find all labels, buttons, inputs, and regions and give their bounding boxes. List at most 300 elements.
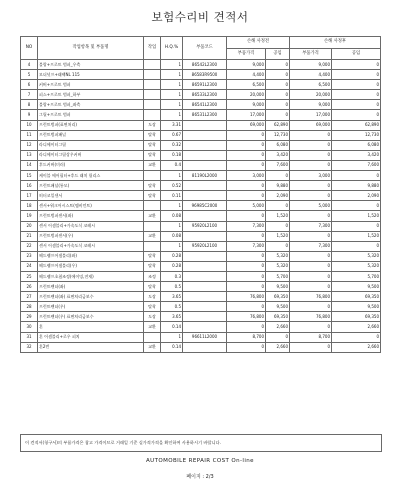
cell-no: 9 xyxy=(21,110,38,120)
cell-bl: 1,520 xyxy=(266,211,290,221)
cell-work xyxy=(144,60,161,70)
cell-no: 20 xyxy=(21,221,38,231)
table-row xyxy=(21,251,381,261)
cell-ap: 5,000 xyxy=(290,201,332,211)
cell-bp: 0 xyxy=(227,261,266,271)
table-row xyxy=(21,302,381,312)
table-row xyxy=(21,282,381,292)
cell-item: 블랑+프로트 범퍼_우측 xyxy=(38,60,144,70)
cell-bl: 2,660 xyxy=(266,322,290,332)
cell-bp: 9,000 xyxy=(227,100,266,110)
cell-item: 블랑+프로트 범퍼_좌측 xyxy=(38,100,144,110)
cell-hq: 0.32 xyxy=(161,140,183,150)
cell-al: 1,520 xyxy=(332,211,381,221)
cell-bl: 62,890 xyxy=(266,120,290,130)
cell-item: 라디에이터그릴상우커버 xyxy=(38,150,144,160)
cell-al: 0 xyxy=(332,332,381,342)
table-row xyxy=(21,171,381,181)
cell-bl: 0 xyxy=(266,90,290,100)
cell-work xyxy=(144,110,161,120)
header-code: 부품코드 xyxy=(183,37,227,60)
cell-work xyxy=(144,241,161,251)
cell-ap: 7,300 xyxy=(290,221,332,231)
cell-ap: 7,300 xyxy=(290,241,332,251)
cell-bl: 0 xyxy=(266,80,290,90)
header-no: NO xyxy=(21,37,38,60)
cell-item: 히터코일센서 xyxy=(38,191,144,201)
cell-item: 센서 어셈블리+가속도식 코레시 xyxy=(38,221,144,231)
cell-no: 32 xyxy=(21,342,38,352)
cell-item: 프런트펜더(좌) xyxy=(38,282,144,292)
cell-bp: 76,800 xyxy=(227,292,266,302)
cell-al: 69,350 xyxy=(332,312,381,322)
cell-code xyxy=(183,282,227,292)
cell-bl: 7,600 xyxy=(266,160,290,170)
cell-no: 11 xyxy=(21,130,38,140)
cell-no: 7 xyxy=(21,90,38,100)
cell-al: 12,730 xyxy=(332,130,381,140)
cell-bl: 12,730 xyxy=(266,130,290,140)
cell-bp: 0 xyxy=(227,211,266,221)
cell-ap: 0 xyxy=(290,211,332,221)
footer-title: AUTOMOBILE REPAIR COST On-line xyxy=(146,458,254,464)
cell-bl: 2,090 xyxy=(266,191,290,201)
table-row xyxy=(21,261,381,271)
cell-no: 5 xyxy=(21,70,38,80)
cell-no: 12 xyxy=(21,140,38,150)
cell-item: 그릴+프로트 범퍼 xyxy=(38,110,144,120)
cell-work: 탈착 xyxy=(144,150,161,160)
cell-work: 교환 xyxy=(144,160,161,170)
cell-code xyxy=(183,130,227,140)
cell-hq: 1 xyxy=(161,221,183,231)
cell-work: 교환 xyxy=(144,231,161,241)
cell-item: 헤드램프초첨조정(에이밍,전재) xyxy=(38,271,144,281)
cell-al: 2,090 xyxy=(332,191,381,201)
table-row xyxy=(21,110,381,120)
table-row xyxy=(21,231,381,241)
cell-item: 프런트범퍼센서(좌) xyxy=(38,211,144,221)
cell-bl: 5,320 xyxy=(266,251,290,261)
cell-code xyxy=(183,342,227,352)
cell-code: 86541L2300 xyxy=(183,100,227,110)
table-row xyxy=(21,90,381,100)
cell-bl: 0 xyxy=(266,100,290,110)
cell-item: 피스+프로트 범퍼_하부 xyxy=(38,90,144,100)
cell-code: 86583R9500 xyxy=(183,70,227,80)
cell-al: 9,500 xyxy=(332,302,381,312)
header-after-assessment: 손해 사정후 xyxy=(290,37,381,49)
cell-al: 0 xyxy=(332,70,381,80)
cell-code xyxy=(183,302,227,312)
cell-hq: 3.65 xyxy=(161,292,183,302)
price-disclaimer: 이 견적서(청구서)의 부품가격은 참고 가격이므로 거래일 기준 실가격가격을 확인하여 사용하시기 바랍니다. xyxy=(20,434,382,452)
cell-ap: 69,000 xyxy=(290,120,332,130)
cell-bl: 6,080 xyxy=(266,140,290,150)
cell-bp: 7,300 xyxy=(227,221,266,231)
cell-code xyxy=(183,150,227,160)
cell-ap: 9,000 xyxy=(290,60,332,70)
cell-code: 81190L2000 xyxy=(183,171,227,181)
cell-bl: 0 xyxy=(266,60,290,70)
cell-al: 62,890 xyxy=(332,120,381,130)
cell-hq: 1 xyxy=(161,80,183,90)
cell-item: 프런트범퍼센서(우) xyxy=(38,231,144,241)
table-row xyxy=(21,60,381,70)
cell-work xyxy=(144,100,161,110)
cell-al: 0 xyxy=(332,90,381,100)
cell-item: 혼2번 xyxy=(38,342,144,352)
cell-bl: 0 xyxy=(266,171,290,181)
cell-ap: 0 xyxy=(290,140,332,150)
cell-bl: 0 xyxy=(266,201,290,211)
cell-item: 프런트펜더(우) 표면처리금보수 xyxy=(38,312,144,322)
cell-bl: 1,520 xyxy=(266,231,290,241)
cell-no: 25 xyxy=(21,271,38,281)
cell-hq: 1 xyxy=(161,90,183,100)
table-row xyxy=(21,342,381,352)
cell-work: 탈착 xyxy=(144,130,161,140)
header-hq: H.Q.% xyxy=(161,37,183,60)
cell-hq: 1 xyxy=(161,60,183,70)
cell-bp: 0 xyxy=(227,231,266,241)
cell-work: 도장 xyxy=(144,312,161,322)
cell-bp: 8,700 xyxy=(227,332,266,342)
table-row xyxy=(21,322,381,332)
header-item: 작업항목 및 부품명 xyxy=(38,37,144,60)
cell-code: 95920L2100 xyxy=(183,221,227,231)
cell-no: 23 xyxy=(21,251,38,261)
cell-no: 26 xyxy=(21,282,38,292)
cell-code xyxy=(183,292,227,302)
cell-code: 86542L2300 xyxy=(183,60,227,70)
cell-item: 혼 어셈블리+로우 피치 xyxy=(38,332,144,342)
table-row xyxy=(21,160,381,170)
cell-bp: 0 xyxy=(227,271,266,281)
table-row xyxy=(21,150,381,160)
cell-ap: 0 xyxy=(290,160,332,170)
header-after-parts-price: 부품가격 xyxy=(290,48,332,60)
cell-code: 86531L2300 xyxy=(183,110,227,120)
table-row xyxy=(21,271,381,281)
cell-code xyxy=(183,261,227,271)
table-row xyxy=(21,80,381,90)
cell-ap: 0 xyxy=(290,191,332,201)
cell-work: 탈착 xyxy=(144,282,161,292)
table-row xyxy=(21,221,381,231)
cell-hq: 0.28 xyxy=(161,251,183,261)
cell-al: 6,080 xyxy=(332,140,381,150)
cell-ap: 3,000 xyxy=(290,171,332,181)
cell-hq: 1 xyxy=(161,110,183,120)
table-row xyxy=(21,332,381,342)
table-row xyxy=(21,100,381,110)
page-number: 페이지 : 2/3 xyxy=(186,474,214,480)
cell-item: 헤드램프어셈블리(우) xyxy=(38,261,144,271)
cell-al: 0 xyxy=(332,221,381,231)
cell-work: 도장 xyxy=(144,120,161,130)
cell-al: 0 xyxy=(332,110,381,120)
cell-code: 86591L2300 xyxy=(183,80,227,90)
cell-al: 0 xyxy=(332,201,381,211)
cell-hq: 3.65 xyxy=(161,312,183,322)
cell-no: 4 xyxy=(21,60,38,70)
cell-bl: 5,700 xyxy=(266,271,290,281)
cell-item: 프런트펜더(좌) 표면처리금보수 xyxy=(38,292,144,302)
cell-bl: 9,500 xyxy=(266,302,290,312)
cell-hq: 0.28 xyxy=(161,261,183,271)
cell-item: 라디에이터그릴 xyxy=(38,140,144,150)
header-before-parts-price: 부품가격 xyxy=(227,48,266,60)
cell-al: 3,420 xyxy=(332,150,381,160)
cell-work xyxy=(144,171,161,181)
cell-ap: 0 xyxy=(290,130,332,140)
table-row xyxy=(21,120,381,130)
cell-item: 프런트패널(통모) xyxy=(38,181,144,191)
cell-no: 18 xyxy=(21,201,38,211)
cell-ap: 0 xyxy=(290,271,332,281)
cell-bp: 6,500 xyxy=(227,80,266,90)
cell-hq: 0.52 xyxy=(161,181,183,191)
cell-item: 헤드램프어셈블리(좌) xyxy=(38,251,144,261)
cell-item: 후드커버(미러) xyxy=(38,160,144,170)
cell-bp: 0 xyxy=(227,251,266,261)
cell-item: 프런트범퍼패널 xyxy=(38,130,144,140)
cell-ap: 0 xyxy=(290,150,332,160)
cell-work: 탈착 xyxy=(144,191,161,201)
cell-no: 27 xyxy=(21,292,38,302)
cell-al: 0 xyxy=(332,80,381,90)
cell-bp: 7,300 xyxy=(227,241,266,251)
table-row xyxy=(21,201,381,211)
cell-bp: 0 xyxy=(227,140,266,150)
header-work: 작업 xyxy=(144,37,161,60)
cell-item: 프런트펜더(우) xyxy=(38,302,144,312)
cell-hq: 0.4 xyxy=(161,160,183,170)
cell-al: 5,320 xyxy=(332,261,381,271)
table-row xyxy=(21,130,381,140)
cell-bp: 76,800 xyxy=(227,312,266,322)
cell-bp: 0 xyxy=(227,302,266,312)
cell-no: 19 xyxy=(21,211,38,221)
cell-bl: 0 xyxy=(266,241,290,251)
cell-ap: 4,400 xyxy=(290,70,332,80)
cell-no: 15 xyxy=(21,171,38,181)
cell-ap: 17,000 xyxy=(290,110,332,120)
cell-ap: 76,800 xyxy=(290,312,332,322)
cell-code: 96611L2000 xyxy=(183,332,227,342)
table-row xyxy=(21,241,381,251)
table-row xyxy=(21,191,381,201)
cell-no: 24 xyxy=(21,261,38,271)
cell-code xyxy=(183,322,227,332)
cell-code xyxy=(183,231,227,241)
cell-work xyxy=(144,332,161,342)
cell-ap: 0 xyxy=(290,251,332,261)
header-before-labor: 공임 xyxy=(266,48,290,60)
header-before-assessment: 손해 사정전 xyxy=(227,37,290,49)
cell-al: 5,320 xyxy=(332,251,381,261)
cell-ap: 0 xyxy=(290,282,332,292)
cell-ap: 0 xyxy=(290,302,332,312)
cell-work: 조정 xyxy=(144,271,161,281)
cell-bl: 2,660 xyxy=(266,342,290,352)
cell-item: 센서 어셈블리+가속도식 코레시 xyxy=(38,241,144,251)
cell-work: 탈착 xyxy=(144,181,161,191)
cell-no: 22 xyxy=(21,241,38,251)
header-after-labor: 공임 xyxy=(332,48,381,60)
cell-work: 탈착 xyxy=(144,140,161,150)
cell-bp: 0 xyxy=(227,282,266,292)
cell-no: 17 xyxy=(21,191,38,201)
table-row xyxy=(21,292,381,302)
cell-bp: 5,000 xyxy=(227,201,266,211)
cell-item: 혼 xyxy=(38,322,144,332)
cell-item: 센서+워크어시스트(엠비언트) xyxy=(38,201,144,211)
cell-bl: 0 xyxy=(266,70,290,80)
cell-no: 21 xyxy=(21,231,38,241)
cell-work: 도장 xyxy=(144,292,161,302)
cell-bl: 69,350 xyxy=(266,312,290,322)
cell-bp: 20,000 xyxy=(227,90,266,100)
cell-no: 30 xyxy=(21,322,38,332)
table-row xyxy=(21,211,381,221)
cell-no: 14 xyxy=(21,160,38,170)
cell-al: 2,660 xyxy=(332,342,381,352)
cell-bl: 5,320 xyxy=(266,261,290,271)
cell-code: 96985C2000 xyxy=(183,201,227,211)
cell-hq: 0.5 xyxy=(161,282,183,292)
table-row xyxy=(21,140,381,150)
cell-hq: 1 xyxy=(161,70,183,80)
cell-ap: 9,000 xyxy=(290,100,332,110)
cell-al: 9,880 xyxy=(332,181,381,191)
cell-ap: 0 xyxy=(290,342,332,352)
cell-bp: 0 xyxy=(227,150,266,160)
cell-bl: 9,880 xyxy=(266,181,290,191)
cell-item: 커버+프로트 범퍼 xyxy=(38,80,144,90)
cell-hq: 0.18 xyxy=(161,150,183,160)
cell-work: 교환 xyxy=(144,211,161,221)
cell-no: 6 xyxy=(21,80,38,90)
cell-work: 교환 xyxy=(144,322,161,332)
cell-code xyxy=(183,251,227,261)
cell-bp: 3,000 xyxy=(227,171,266,181)
cell-code: 95920L2100 xyxy=(183,241,227,251)
cell-code xyxy=(183,211,227,221)
cell-work xyxy=(144,221,161,231)
cell-ap: 0 xyxy=(290,322,332,332)
cell-bl: 0 xyxy=(266,221,290,231)
cell-hq: 1 xyxy=(161,100,183,110)
cell-al: 2,660 xyxy=(332,322,381,332)
estimate-rows xyxy=(21,60,381,353)
cell-bp: 0 xyxy=(227,160,266,170)
cell-no: 28 xyxy=(21,302,38,312)
cell-ap: 76,800 xyxy=(290,292,332,302)
cell-item: 모더넛프+래팩NL 115 xyxy=(38,70,144,80)
cell-code: 86533L2300 xyxy=(183,90,227,100)
page-title: 보험수리비 견적서 xyxy=(151,10,249,24)
cell-al: 1,520 xyxy=(332,231,381,241)
cell-code xyxy=(183,160,227,170)
cell-item: 케이블 에어필터+후드 래치 릴리스 xyxy=(38,171,144,181)
cell-ap: 0 xyxy=(290,261,332,271)
cell-al: 0 xyxy=(332,100,381,110)
cell-bp: 0 xyxy=(227,342,266,352)
table-row xyxy=(21,312,381,322)
cell-bp: 69,000 xyxy=(227,120,266,130)
cell-bp: 0 xyxy=(227,322,266,332)
cell-ap: 6,500 xyxy=(290,80,332,90)
cell-hq: 0.08 xyxy=(161,231,183,241)
cell-hq: 0.08 xyxy=(161,211,183,221)
cell-hq: 1 xyxy=(161,171,183,181)
cell-al: 9,500 xyxy=(332,282,381,292)
table-row xyxy=(21,70,381,80)
cell-bl: 3,420 xyxy=(266,150,290,160)
cell-no: 13 xyxy=(21,150,38,160)
cell-work xyxy=(144,201,161,211)
cell-bp: 9,000 xyxy=(227,60,266,70)
cell-al: 0 xyxy=(332,171,381,181)
cell-code xyxy=(183,120,227,130)
cell-work xyxy=(144,70,161,80)
cell-al: 0 xyxy=(332,241,381,251)
cell-hq: 0.14 xyxy=(161,342,183,352)
cell-bl: 0 xyxy=(266,332,290,342)
cell-work xyxy=(144,90,161,100)
cell-bl: 0 xyxy=(266,110,290,120)
cell-hq: 0.67 xyxy=(161,130,183,140)
cell-hq: 0.3 xyxy=(161,271,183,281)
cell-ap: 0 xyxy=(290,231,332,241)
cell-al: 7,600 xyxy=(332,160,381,170)
cell-code xyxy=(183,140,227,150)
cell-bp: 17,000 xyxy=(227,110,266,120)
cell-hq: 3.31 xyxy=(161,120,183,130)
cell-al: 69,350 xyxy=(332,292,381,302)
cell-bl: 9,500 xyxy=(266,282,290,292)
cell-no: 31 xyxy=(21,332,38,342)
cell-bp: 4,400 xyxy=(227,70,266,80)
cell-no: 29 xyxy=(21,312,38,322)
cell-hq: 0.5 xyxy=(161,302,183,312)
cell-al: 0 xyxy=(332,60,381,70)
cell-no: 16 xyxy=(21,181,38,191)
cell-bp: 0 xyxy=(227,130,266,140)
table-row xyxy=(21,181,381,191)
cell-hq: 1 xyxy=(161,201,183,211)
cell-no: 8 xyxy=(21,100,38,110)
cell-bp: 0 xyxy=(227,181,266,191)
cell-code xyxy=(183,312,227,322)
cell-no: 10 xyxy=(21,120,38,130)
cell-work: 교환 xyxy=(144,342,161,352)
cell-bp: 0 xyxy=(227,191,266,201)
cell-code xyxy=(183,191,227,201)
cell-ap: 20,000 xyxy=(290,90,332,100)
cell-item: 프런트범퍼(표면처리) xyxy=(38,120,144,130)
cell-hq: 1 xyxy=(161,332,183,342)
estimate-table xyxy=(20,36,381,353)
cell-code xyxy=(183,271,227,281)
cell-hq: 1 xyxy=(161,241,183,251)
cell-bl: 69,350 xyxy=(266,292,290,302)
cell-work: 탈착 xyxy=(144,261,161,271)
cell-work xyxy=(144,80,161,90)
cell-ap: 8,700 xyxy=(290,332,332,342)
